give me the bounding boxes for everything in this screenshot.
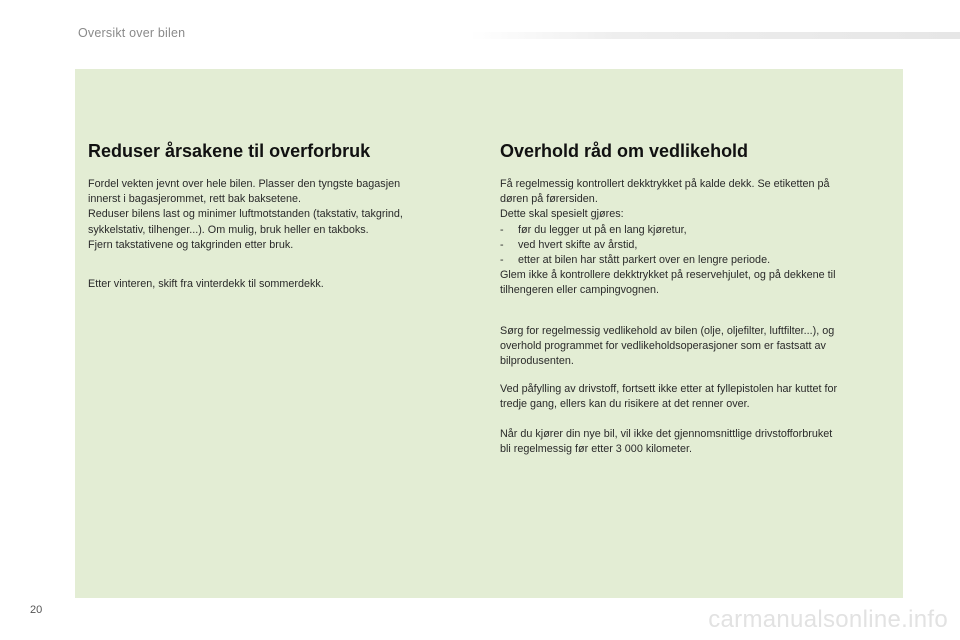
watermark: carmanualsonline.info xyxy=(708,606,948,633)
text-line: bilprodusenten. xyxy=(500,355,574,368)
left-paragraph-2 xyxy=(88,277,468,292)
text-line: sykkelstativ, tilhenger...). Om mulig, bruk heller en takboks. xyxy=(88,223,369,236)
right-paragraph-4 xyxy=(500,427,895,457)
right-column-title: Overhold råd om vedlikehold xyxy=(500,141,749,161)
bullet-text: ved hvert skifte av årstid, xyxy=(518,238,638,251)
text-line: bli regelmessig før etter 3 000 kilometer. xyxy=(500,442,693,455)
text-line: tredje gang, ellers kan du risikere at det renner over. xyxy=(500,398,750,411)
bullet-dash: - xyxy=(500,223,504,236)
left-column xyxy=(88,142,468,292)
text-line: Ved påfylling av drivstoff, fortsett ikke etter at fyllepistolen har kuttet for xyxy=(500,383,838,396)
right-paragraph-3 xyxy=(500,382,895,412)
text-line: Dette skal spesielt gjøres: xyxy=(500,208,624,221)
bullet-item xyxy=(500,223,895,238)
bullet-text: etter at bilen har stått parkert over en lengre periode. xyxy=(518,254,771,267)
text-line: innerst i bagasjerommet, rett bak baksetene. xyxy=(88,193,302,206)
right-column xyxy=(500,142,895,457)
bullet-dash: - xyxy=(500,238,504,251)
left-column-title: Reduser årsakene til overforbruk xyxy=(88,141,371,161)
text-line: Fjern takstativene og takgrinden etter bruk. xyxy=(88,238,294,251)
text-line: døren på førersiden. xyxy=(500,193,598,206)
right-paragraph-2 xyxy=(500,324,895,370)
text-line: tilhengeren eller campingvognen. xyxy=(500,284,660,297)
text-line: Få regelmessig kontrollert dekktrykket på kalde dekk. Se etiketten på xyxy=(500,178,830,190)
right-paragraph-1 xyxy=(500,177,895,299)
text-line: Reduser bilens last og minimer luftmotstanden (takstativ, takgrind, xyxy=(88,208,403,221)
text-line: Glem ikke å kontrollere dekktrykket på reservehjulet, og på dekkene til xyxy=(500,269,836,282)
bullet-item xyxy=(500,238,895,253)
text-line: overhold programmet for vedlikeholdsoperasjoner som er fastsatt av xyxy=(500,339,826,352)
header-rule xyxy=(470,32,960,39)
text-line: Når du kjører din nye bil, vil ikke det gjennomsnittlige drivstofforbruket xyxy=(500,427,833,440)
page-number: 20 xyxy=(30,604,43,616)
bullet-text: før du legger ut på en lang kjøretur, xyxy=(518,223,687,236)
content-panel xyxy=(75,69,903,598)
text-line: Fordel vekten jevnt over hele bilen. Plasser den tyngste bagasjen xyxy=(88,178,401,190)
bullet-dash: - xyxy=(500,254,504,267)
left-paragraph-1 xyxy=(88,177,468,253)
section-header: Oversikt over bilen xyxy=(78,26,186,40)
text-line: Sørg for regelmessig vedlikehold av bilen (olje, oljefilter, luftfilter...), og xyxy=(500,324,835,337)
bullet-item xyxy=(500,253,895,268)
text-line: Etter vinteren, skift fra vinterdekk til sommerdekk. xyxy=(88,278,324,291)
